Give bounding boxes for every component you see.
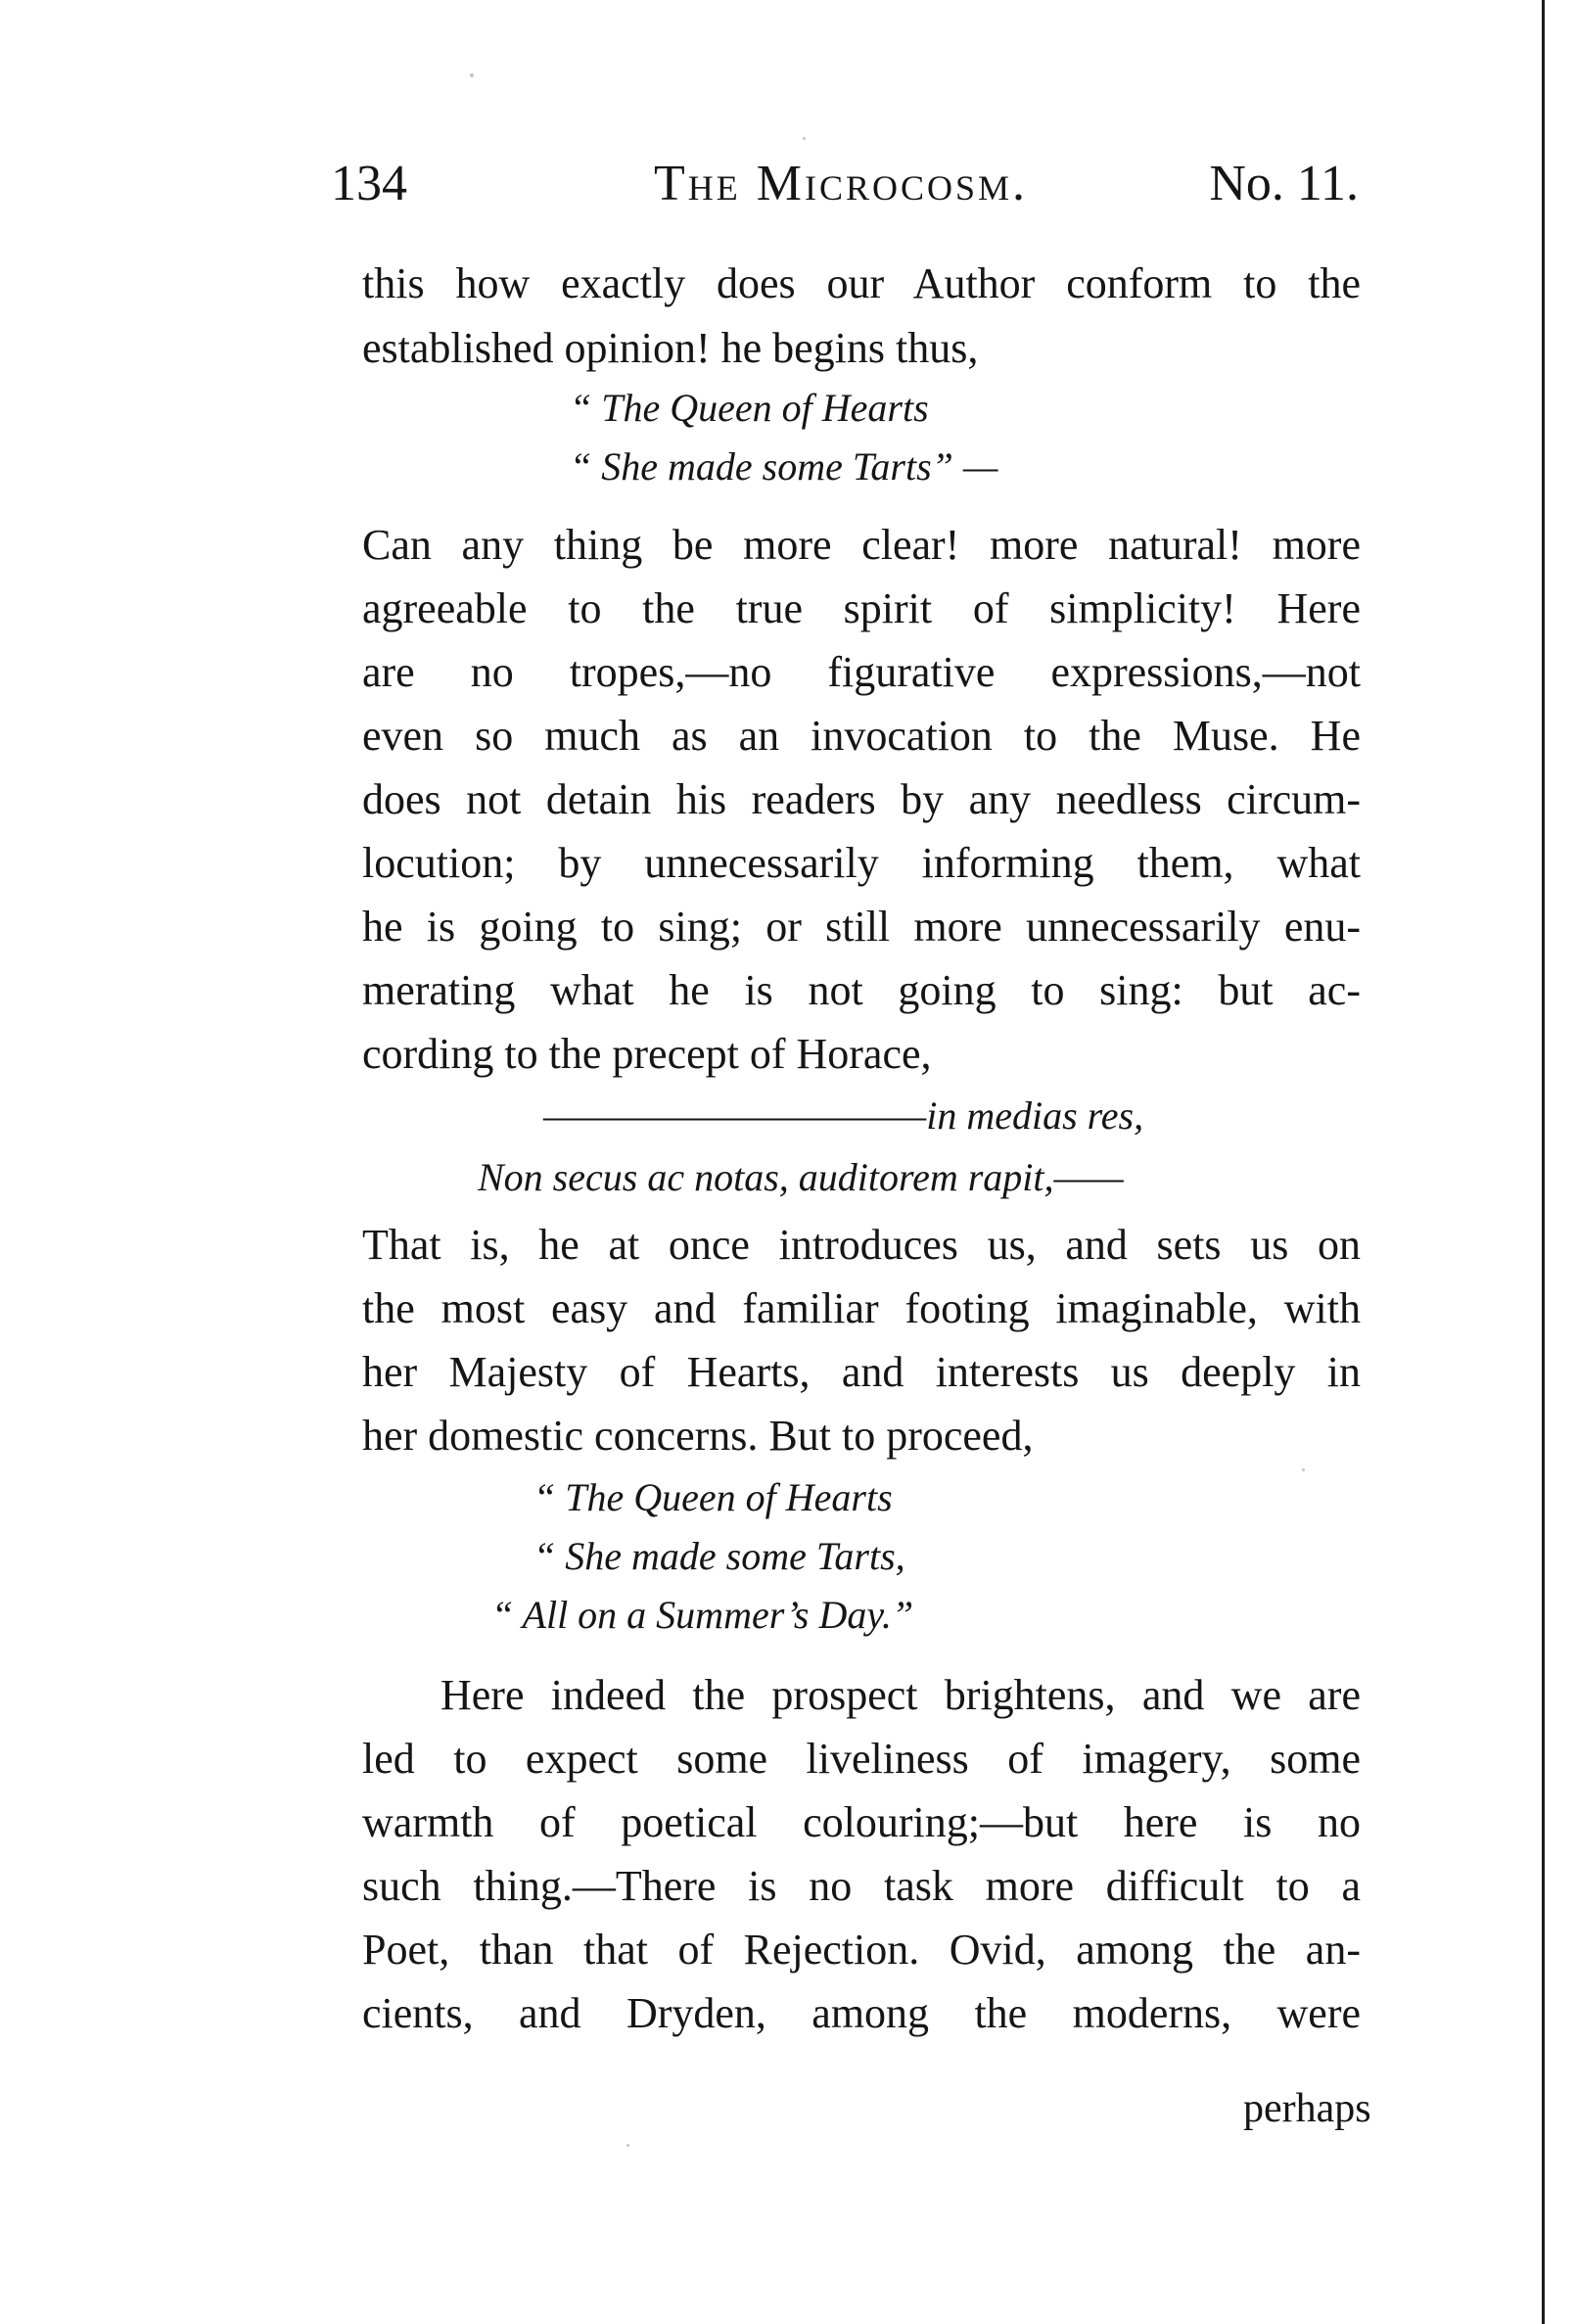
text-line: he is going to sing; or still more unnecessarily enu-: [362, 903, 1361, 951]
verse-line: ———————————in medias res,: [543, 1093, 1144, 1138]
verse-line: Non secus ac notas, auditorem rapit,——: [478, 1155, 1124, 1199]
text-line: Can any thing be more clear! more natural! more: [362, 521, 1361, 569]
verse-line: “ The Queen of Hearts: [570, 386, 929, 430]
text-line: are no tropes,—no figurative expressions,—not: [362, 648, 1361, 696]
running-title: The Microcosm.: [654, 156, 1029, 211]
issue-number: No. 11.: [1209, 156, 1359, 211]
text-line: Here indeed the prospect brightens, and we are: [440, 1671, 1361, 1719]
text-line: does not detain his readers by any needless circum-: [362, 775, 1361, 823]
page-number: 134: [331, 156, 407, 211]
text-line: That is, he at once introduces us, and sets us on: [362, 1221, 1361, 1269]
paper-speck: [1302, 1468, 1305, 1471]
text-line: the most easy and familiar footing imaginable, with: [362, 1284, 1361, 1332]
verse-line: “ She made some Tarts” —: [570, 444, 998, 488]
text-line: even so much as an invocation to the Muse. He: [362, 712, 1361, 760]
text-line: established opinion! he begins thus,: [362, 324, 979, 372]
text-line: cording to the precept of Horace,: [362, 1030, 932, 1078]
text-line: her domestic concerns. But to proceed,: [362, 1412, 1034, 1460]
verse-line: “ All on a Summer’s Day.”: [491, 1593, 914, 1637]
text-line: her Majesty of Hearts, and interests us deeply in: [362, 1348, 1361, 1396]
text-line: this how exactly does our Author conform to the: [362, 259, 1361, 307]
paper-speck: [470, 73, 474, 77]
paper-speck: [626, 2144, 629, 2147]
text-line: merating what he is not going to sing: but ac-: [362, 966, 1361, 1014]
catchword: perhaps: [1243, 2086, 1371, 2131]
running-header: [331, 155, 1359, 223]
verse-line: “ The Queen of Hearts: [533, 1475, 893, 1519]
text-line: such thing.—There is no task more difficult to a: [362, 1862, 1361, 1910]
text-line: cients, and Dryden, among the moderns, were: [362, 1989, 1361, 2037]
text-line: warmth of poetical colouring;—but here is no: [362, 1798, 1361, 1846]
text-line: locution; by unnecessarily informing them, what: [362, 839, 1361, 887]
text-line: led to expect some liveliness of imagery, some: [362, 1735, 1361, 1783]
text-line: Poet, than that of Rejection. Ovid, among the an-: [362, 1926, 1361, 1974]
verse-line: “ She made some Tarts,: [533, 1534, 905, 1578]
text-line: agreeable to the true spirit of simplicity! Here: [362, 584, 1361, 632]
paper-speck: [803, 137, 806, 140]
